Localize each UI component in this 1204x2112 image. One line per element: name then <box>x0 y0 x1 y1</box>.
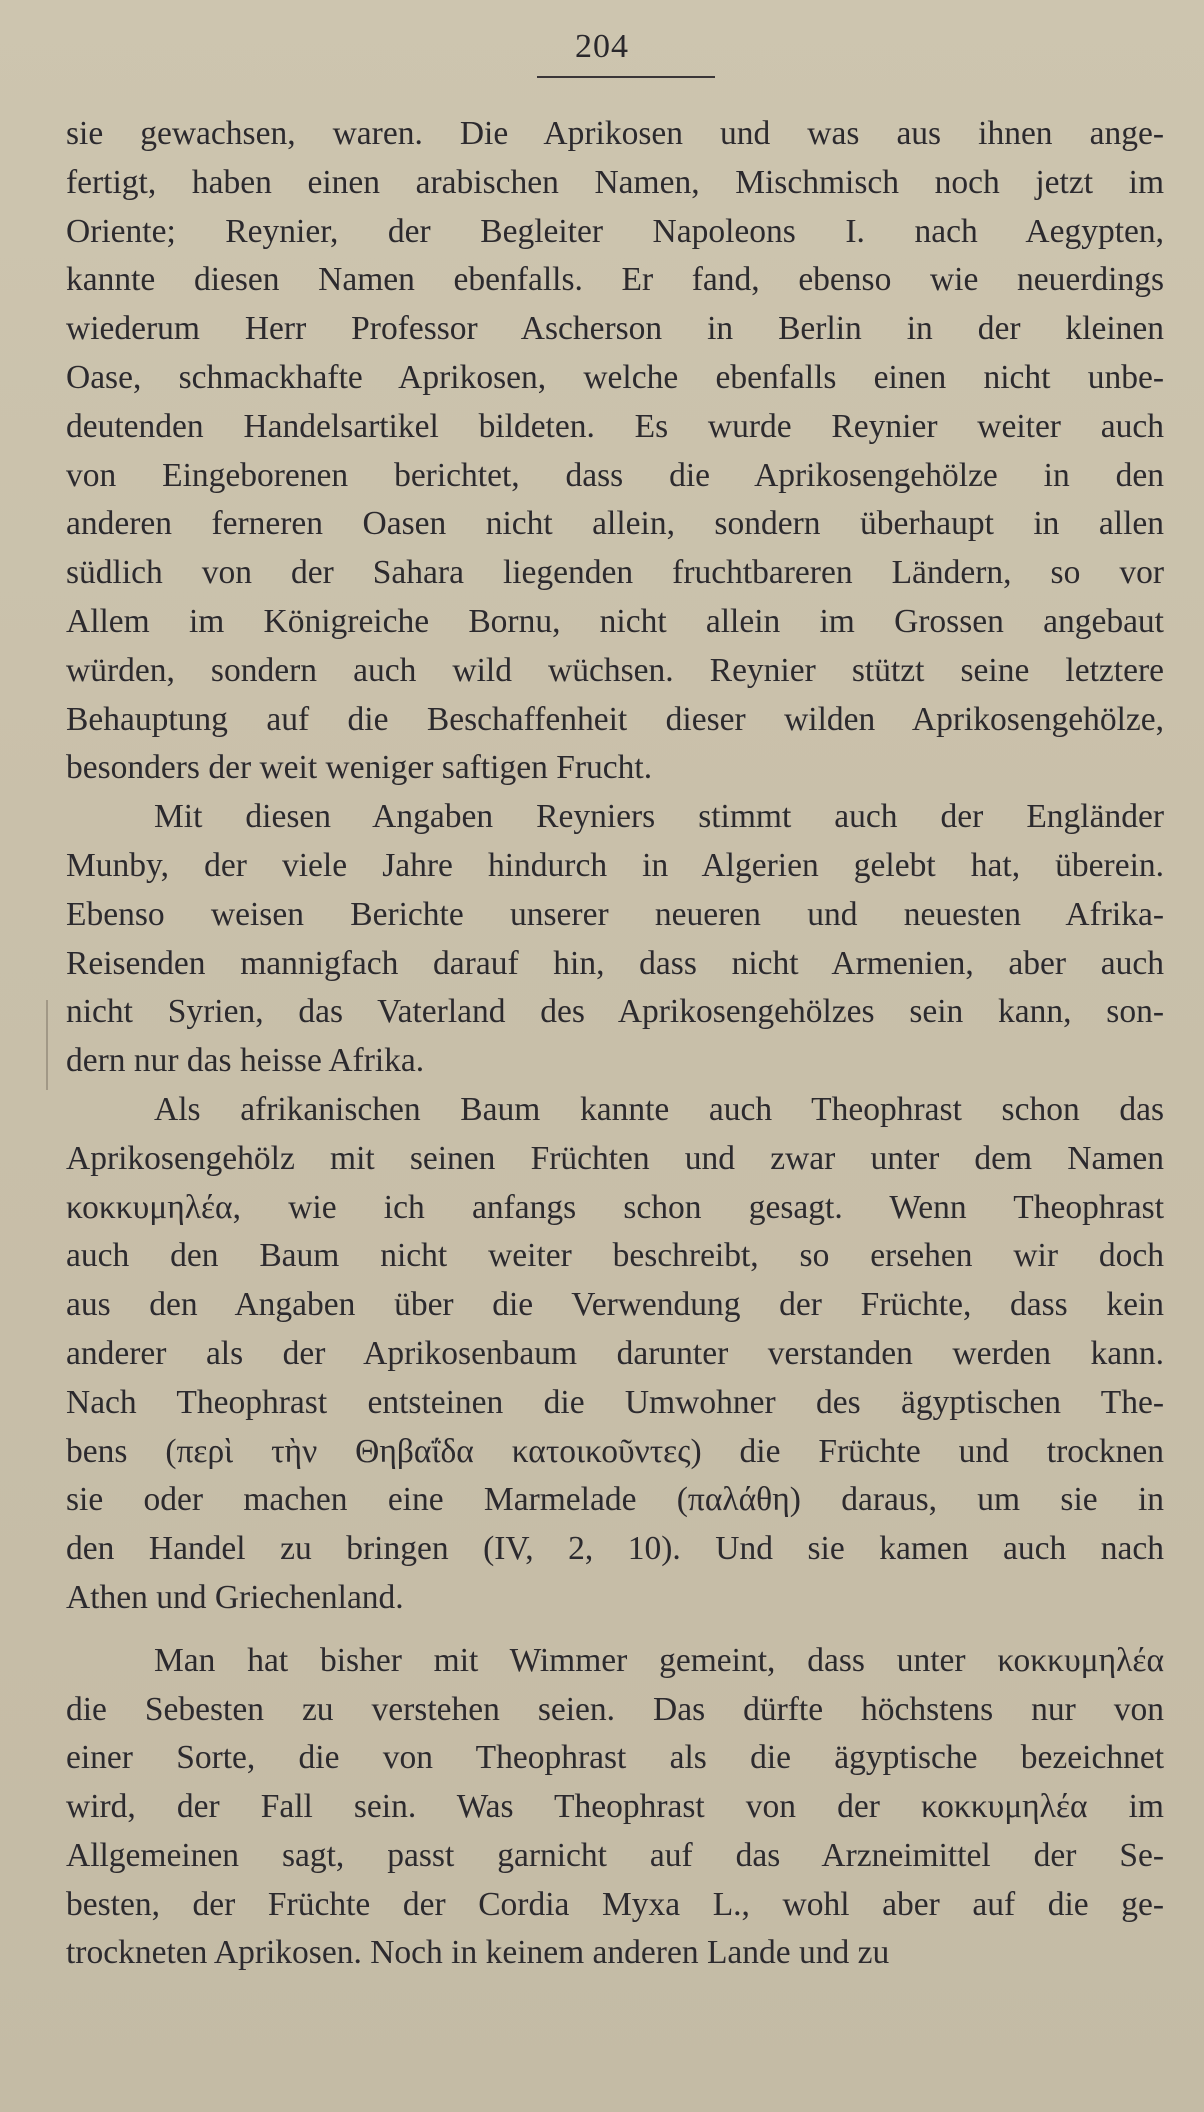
text-line: κοκκυμηλέα, wie ich anfangs schon gesagt. Wenn Theophrast <box>66 1188 1164 1226</box>
paragraph <box>66 1086 1164 1623</box>
text-line: dern nur das heisse Afrika. <box>66 1042 425 1080</box>
text-line: Oase, schmackhafte Aprikosen, welche ebenfalls einen nicht unbe- <box>66 358 1164 396</box>
body-text <box>66 110 1164 1978</box>
text-line: nicht Syrien, das Vaterland des Aprikosengehölzes sein kann, son- <box>66 993 1164 1031</box>
text-line: Mit diesen Angaben Reyniers stimmt auch der Engländer <box>154 798 1164 836</box>
text-line: besonders der weit weniger saftigen Frucht. <box>66 749 653 787</box>
text-line: Allem im Königreiche Bornu, nicht allein im Grossen angebaut <box>66 602 1164 640</box>
text-line: sie oder machen eine Marmelade (παλάθη) daraus, um sie in <box>66 1481 1164 1519</box>
paragraph-gap <box>66 1623 1164 1637</box>
text-line: aus den Angaben über die Verwendung der Früchte, dass kein <box>66 1286 1164 1324</box>
text-line: deutenden Handelsartikel bildeten. Es wurde Reynier weiter auch <box>66 407 1164 445</box>
text-line: kannte diesen Namen ebenfalls. Er fand, ebenso wie neuerdings <box>66 261 1164 299</box>
text-line: Allgemeinen sagt, passt garnicht auf das Arzneimittel der Se- <box>66 1836 1164 1874</box>
text-line: südlich von der Sahara liegenden fruchtbareren Ländern, so vor <box>66 554 1164 592</box>
page-number-rule <box>537 76 715 78</box>
text-line: wiederum Herr Professor Ascherson in Berlin in der kleinen <box>66 310 1164 348</box>
text-line: sie gewachsen, waren. Die Aprikosen und was aus ihnen ange- <box>66 115 1164 152</box>
paragraph <box>66 1637 1164 1979</box>
text-line: Reisenden mannigfach darauf hin, dass nicht Armenien, aber auch <box>66 944 1164 982</box>
text-line: Nach Theophrast entsteinen die Umwohner des ägyptischen The- <box>66 1383 1164 1421</box>
text-line: Athen und Griechenland. <box>66 1578 404 1616</box>
paragraph <box>66 793 1164 1086</box>
text-line: Oriente; Reynier, der Begleiter Napoleons I. nach Aegypten, <box>66 212 1164 250</box>
text-line: wird, der Fall sein. Was Theophrast von der κοκκυμηλέα im <box>66 1788 1164 1826</box>
text-line: Munby, der viele Jahre hindurch in Algerien gelebt hat, überein. <box>66 846 1164 884</box>
text-line: Ebenso weisen Berichte unserer neueren und neuesten Afrika- <box>66 895 1164 933</box>
page-number: 204 <box>575 28 629 65</box>
text-line: trockneten Aprikosen. Noch in keinem anderen Lande und zu <box>66 1934 890 1972</box>
text-line: Als afrikanischen Baum kannte auch Theophrast schon das <box>154 1090 1164 1128</box>
text-line: anderer als der Aprikosenbaum darunter verstanden werden kann. <box>66 1334 1164 1372</box>
text-line: fertigt, haben einen arabischen Namen, Mischmisch noch jetzt im <box>66 163 1164 201</box>
text-line: Behauptung auf die Beschaffenheit dieser wilden Aprikosengehölze, <box>66 700 1164 738</box>
text-line: besten, der Früchte der Cordia Myxa L., wohl aber auf die ge- <box>66 1885 1164 1923</box>
text-line: von Eingeborenen berichtet, dass die Aprikosengehölze in den <box>66 456 1164 494</box>
margin-mark <box>46 1000 48 1090</box>
text-line: die Sebesten zu verstehen seien. Das dürfte höchstens nur von <box>66 1690 1164 1728</box>
text-line: einer Sorte, die von Theophrast als die ägyptische bezeichnet <box>66 1739 1164 1777</box>
text-line: Aprikosengehölz mit seinen Früchten und zwar unter dem Namen <box>66 1139 1164 1177</box>
paragraph <box>66 110 1164 793</box>
text-line: den Handel zu bringen (IV, 2, 10). Und sie kamen auch nach <box>66 1530 1164 1568</box>
text-line: bens (περὶ τὴν Θηβαΐδα κατοικοῦντες) die Früchte und trocknen <box>66 1432 1164 1470</box>
text-line: anderen ferneren Oasen nicht allein, sondern überhaupt in allen <box>66 505 1164 543</box>
text-line: auch den Baum nicht weiter beschreibt, so ersehen wir doch <box>66 1237 1164 1275</box>
text-line: würden, sondern auch wild wüchsen. Reynier stützt seine letztere <box>66 651 1164 689</box>
text-line: Man hat bisher mit Wimmer gemeint, dass unter κοκκυμηλέα <box>154 1641 1164 1679</box>
